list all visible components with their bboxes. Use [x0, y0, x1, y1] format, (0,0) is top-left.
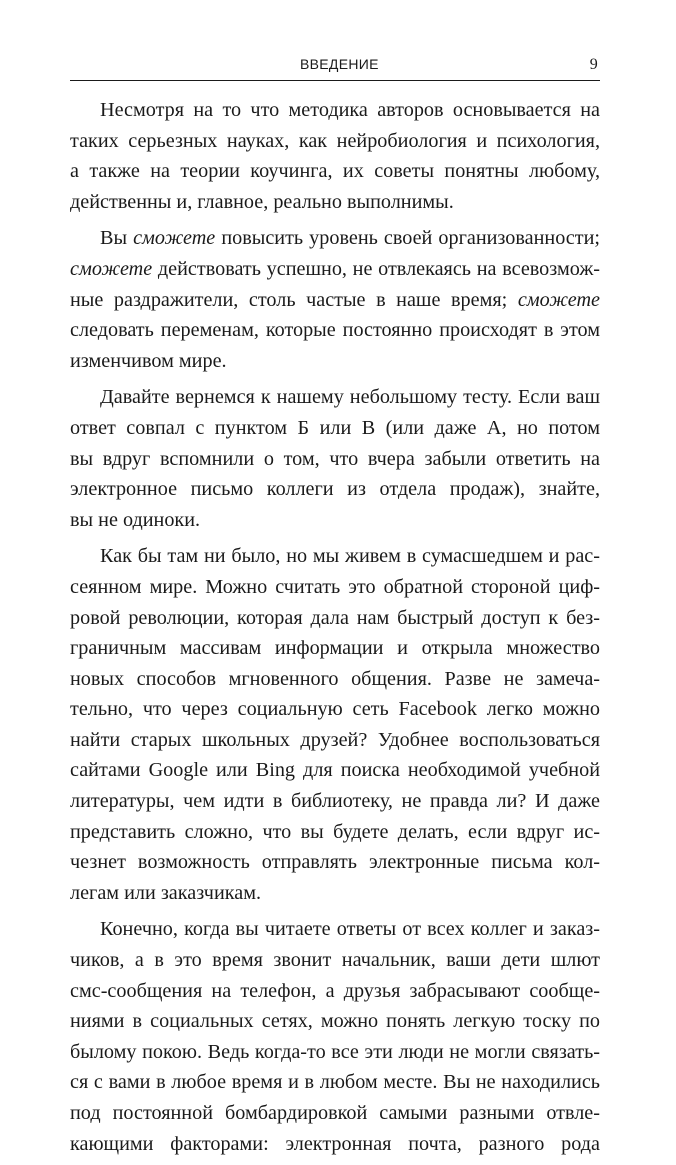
- text-run: новых способов мгновенного общения. Разве не замеча-: [70, 667, 600, 690]
- text-run: былому покою. Ведь когда-то все эти люди не могли связать-: [70, 1040, 600, 1063]
- text-run: вы вдруг вспомнили о том, что вчера забыли ответить на: [70, 447, 600, 470]
- text-run: повысить уровень своей организованности;: [215, 227, 600, 250]
- text-line: [70, 603, 600, 634]
- text-line: [70, 976, 600, 1007]
- text-line: [70, 1129, 600, 1160]
- text-run: Вы: [100, 227, 134, 250]
- text-line: [70, 444, 600, 475]
- text-run: ниями в социальных сетях, можно понять легкую тоску по: [70, 1010, 600, 1033]
- text-run: следовать переменам, которые постоянно происходят в этом: [70, 319, 600, 342]
- paragraph: [70, 541, 600, 908]
- text-line: [70, 755, 600, 786]
- text-run: чиков, а в это время звонит начальник, ваши дети шлют: [70, 949, 600, 972]
- text-run: под постоянной бомбардировкой самыми разными отвле-: [70, 1102, 600, 1124]
- text-line: [70, 878, 600, 909]
- text-line: [70, 945, 600, 976]
- running-head: [70, 56, 600, 81]
- text-run: тельно, что через социальную сеть Facebook легко можно: [70, 698, 600, 721]
- text-line: [70, 572, 600, 603]
- text-line: [70, 382, 600, 413]
- emphasized-word: сможете: [133, 227, 216, 250]
- body-text: [70, 95, 600, 1159]
- text-line: [70, 254, 600, 285]
- text-line: [70, 786, 600, 817]
- text-line: [70, 633, 600, 664]
- text-line: [70, 413, 600, 444]
- text-run: таких серьезных науках, как нейробиология и психология,: [70, 129, 600, 152]
- text-run: действенны и, главное, реально выполнимы.: [70, 190, 454, 213]
- text-run: сайтами Google или Bing для поиска необходимой учебной: [70, 759, 600, 782]
- text-run: сеянном мире. Можно считать это обратной стороной циф-: [70, 575, 600, 598]
- emphasized-word: сможете: [517, 288, 600, 311]
- text-run: смс-сообщения на телефон, а друзья забрасывают сообще-: [70, 979, 600, 1002]
- text-line: [70, 664, 600, 695]
- paragraph: [70, 95, 600, 217]
- text-run: электронное письмо коллеги из отдела продаж), знайте,: [70, 478, 600, 501]
- emphasized-word: сможете: [70, 257, 153, 280]
- section-title: ВВЕДЕНИЕ: [300, 56, 379, 72]
- text-line: [70, 187, 600, 218]
- text-line: [70, 725, 600, 756]
- text-run: изменчивом мире.: [70, 349, 227, 372]
- text-run: вы не одиноки.: [70, 508, 201, 531]
- text-line: [70, 1067, 600, 1098]
- text-run: ные раздражители, столь частые в наше время;: [70, 288, 518, 311]
- text-run: а также на теории коучинга, их советы понятны любому,: [70, 160, 600, 183]
- text-run: ровой революции, которая дала нам быстрый доступ к без-: [70, 606, 600, 629]
- paragraph: [70, 223, 600, 376]
- text-line: [70, 156, 600, 187]
- text-run: Несмотря на то что методика авторов основывается на: [100, 99, 600, 121]
- text-run: Как бы там ни было, но мы живем в сумасшедшем и рас-: [100, 545, 600, 568]
- text-line: [70, 346, 600, 377]
- text-line: [70, 223, 600, 254]
- text-line: [70, 817, 600, 848]
- paragraph: [70, 914, 600, 1159]
- text-line: [70, 126, 600, 157]
- text-run: Давайте вернемся к нашему небольшому тесту. Если ваш: [100, 386, 600, 409]
- text-run: кающими факторами: электронная почта, разного рода: [70, 1132, 600, 1155]
- text-run: представить сложно, что вы будете делать, если вдруг ис-: [70, 820, 600, 843]
- paragraph: [70, 382, 600, 535]
- text-line: [70, 541, 600, 572]
- text-run: ся с вами в любое время и в любом месте. Вы не находились: [70, 1071, 600, 1094]
- text-run: литературы, чем идти в библиотеку, не правда ли? И даже: [70, 790, 600, 813]
- text-line: [70, 694, 600, 725]
- text-run: чезнет возможность отправлять электронные письма кол-: [70, 851, 600, 874]
- text-line: [70, 1098, 600, 1129]
- text-line: [70, 315, 600, 346]
- text-run: граничным массивам информации и открыла множество: [70, 637, 600, 660]
- text-line: [70, 1006, 600, 1037]
- text-run: ответ совпал с пунктом Б или В (или даже А, но потом: [70, 416, 600, 439]
- text-run: Конечно, когда вы читаете ответы от всех коллег и заказ-: [100, 918, 600, 941]
- text-line: [70, 474, 600, 505]
- text-run: действовать успешно, не отвлекаясь на всевозмож-: [152, 257, 600, 280]
- page-number: 9: [589, 56, 598, 73]
- text-line: [70, 95, 600, 126]
- text-line: [70, 847, 600, 878]
- text-line: [70, 505, 600, 536]
- text-run: найти старых школьных друзей? Удобнее воспользоваться: [70, 728, 600, 751]
- text-run: легам или заказчикам.: [70, 881, 262, 904]
- book-page: [70, 56, 600, 1165]
- text-line: [70, 285, 600, 316]
- text-line: [70, 914, 600, 945]
- text-line: [70, 1037, 600, 1068]
